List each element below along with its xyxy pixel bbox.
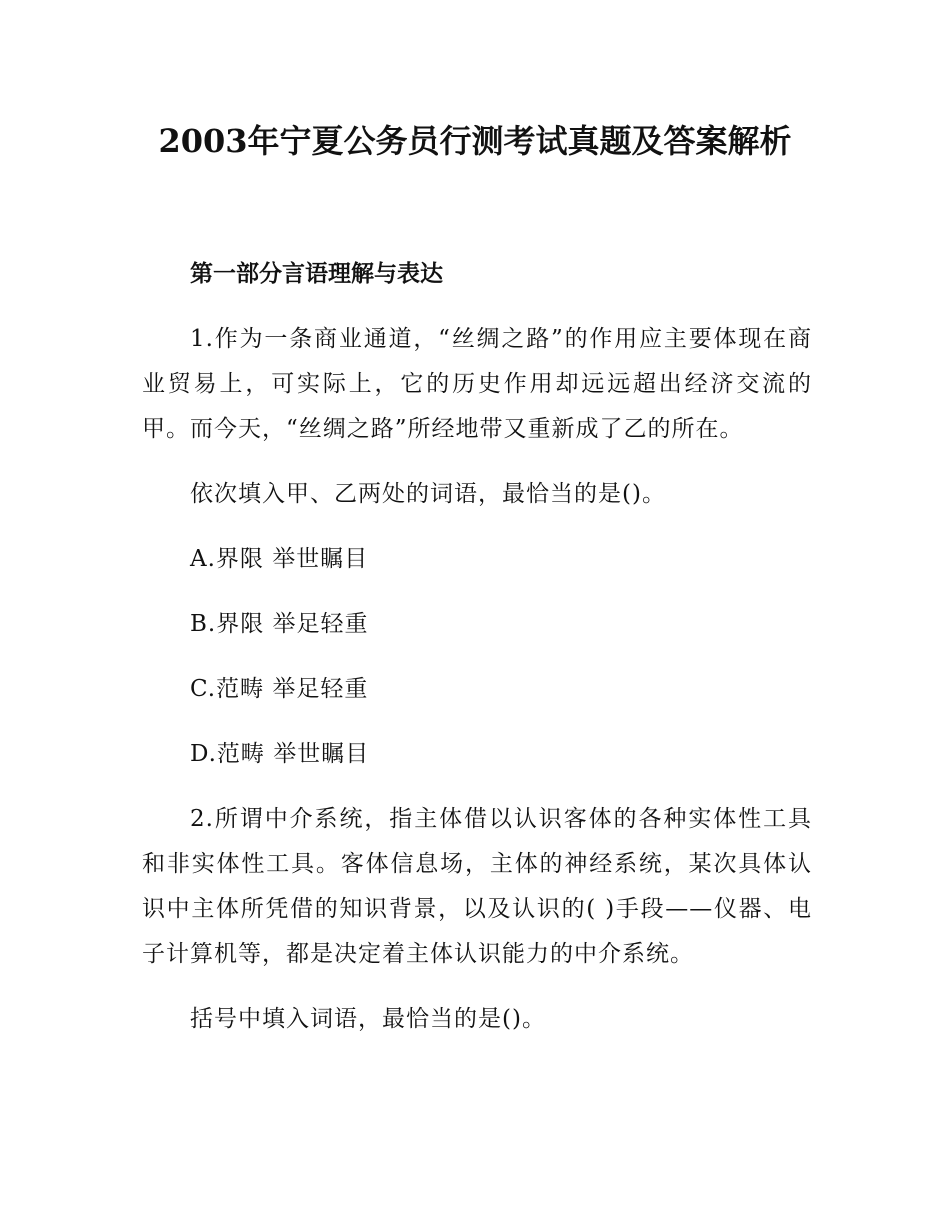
- question-1-option-c: C.范畴 举足轻重: [190, 676, 369, 702]
- question-1-prompt: 依次填入甲、乙两处的词语，最恰当的是()。: [190, 481, 666, 507]
- question-1-stem: 1.作为一条商业通道，“丝绸之路”的作用应主要体现在商业贸易上，可实际上，它的历史作用却远远超出经济交流的甲。而今天，“丝绸之路”所经地带又重新成了乙的所在。: [142, 326, 812, 442]
- question-1-option-a: A.界限 举世瞩目: [190, 546, 369, 572]
- question-2-prompt: 括号中填入词语，最恰当的是()。: [190, 1006, 546, 1032]
- document-body: [142, 252, 812, 1062]
- question-1-option-d: D.范畴 举世瞩目: [190, 741, 370, 767]
- question-2-stem: 2.所谓中介系统，指主体借以认识客体的各种实体性工具和非实体性工具。客体信息场，主体的神经系统，某次具体认识中主体所凭借的知识背景，以及认识的( )手段——仪器、电子计算机等，都是决定着主体认识能力的中介系统。: [142, 806, 812, 967]
- document-title: 2003年宁夏公务员行测考试真题及答案解析: [158, 122, 792, 160]
- section-heading: 第一部分言语理解与表达: [190, 261, 443, 287]
- question-1-option-b: B.界限 举足轻重: [190, 611, 369, 637]
